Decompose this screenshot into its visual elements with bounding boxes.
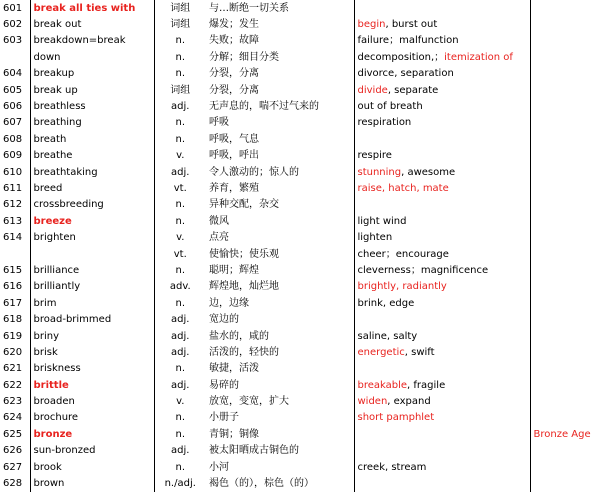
part-of-speech: adj. [171,330,190,342]
english-synonyms [354,328,530,344]
english-synonyms [354,377,530,393]
row-number: 604 [0,66,30,82]
chinese-definition: 盐水的，咸的 [206,328,354,344]
chinese-definition: 小河 [206,459,354,475]
table-row [0,164,600,180]
synonym-text: decomposition,； [357,51,445,63]
row-number: 612 [0,197,30,213]
chinese-definition: 微风 [206,213,354,229]
part-of-speech: vt. [173,248,187,260]
english-synonyms [354,180,530,196]
synonym-rest: , burst out [385,19,438,31]
table-row [0,66,600,82]
synonym-text: respiration [357,117,412,129]
table-row [0,410,600,426]
related-phrase [530,377,600,393]
chinese-definition: 养育，繁殖 [206,180,354,196]
chinese-definition: 青铜；铜像 [206,426,354,442]
synonym-highlight: widen [357,396,388,408]
headword: briskness [30,361,154,377]
related-phrase [530,361,600,377]
related-phrase [530,279,600,295]
related-phrase [530,197,600,213]
synonym-text: failure；malfunction [357,35,459,47]
chinese-definition: 宽边的 [206,311,354,327]
part-of-speech: adj. [171,166,190,178]
table-row [0,295,600,311]
chinese-definition: 与…断绝一切关系 [206,0,354,16]
table-row [0,148,600,164]
headword: briny [30,328,154,344]
headword: breathless [30,98,154,114]
synonym-highlight: raise, hatch, mate [357,182,449,194]
table-row [0,246,600,262]
part-of-speech: n. [175,428,186,440]
related-phrase [530,180,600,196]
headword: broaden [30,393,154,409]
headword: brittle [30,377,154,393]
related-phrase [530,164,600,180]
headword: break all ties with [30,0,154,16]
synonym-text: out of breath [357,101,423,113]
part-of-speech: n. [175,117,186,129]
english-synonyms [354,344,530,360]
row-number: 609 [0,148,30,164]
chinese-definition: 异种交配，杂交 [206,197,354,213]
headword: brisk [30,344,154,360]
part-of-speech: adj. [171,314,190,326]
headword: crossbreeding [30,197,154,213]
row-number: 623 [0,393,30,409]
table-row [0,197,600,213]
part-of-speech: n. [175,199,186,211]
row-number: 626 [0,443,30,459]
english-synonyms [354,311,530,327]
part-of-speech: n. [175,461,186,473]
table-row [0,213,600,229]
english-synonyms [354,393,530,409]
table-row [0,443,600,459]
synonym-text: lighten [357,232,393,244]
english-synonyms [354,98,530,114]
part-of-speech: n./adj. [164,478,196,490]
synonym-text: respire [357,150,392,162]
table-row [0,344,600,360]
chinese-definition: 褐色（的），棕色（的） [206,475,354,491]
english-synonyms [354,82,530,98]
synonym-highlight: itemization of [444,51,513,63]
row-number: 613 [0,213,30,229]
related-phrase [530,328,600,344]
related-phrase [530,459,600,475]
row-number: 619 [0,328,30,344]
english-synonyms [354,164,530,180]
headword: brown [30,475,154,491]
chinese-definition: 失败；故障 [206,33,354,49]
related-phrase [530,475,600,491]
english-synonyms [354,361,530,377]
related-phrase [530,148,600,164]
part-of-speech: v. [176,396,185,408]
chinese-definition: 分解；细目分类 [206,49,354,65]
headword: bronze [30,426,154,442]
part-of-speech: adj. [171,445,190,457]
related-phrase: Bronze Age [533,428,591,440]
synonym-highlight: energetic [357,346,405,358]
english-synonyms [354,410,530,426]
row-number: 628 [0,475,30,491]
table-row [0,33,600,49]
related-phrase [530,262,600,278]
headword: breed [30,180,154,196]
table-row [0,426,600,442]
synonym-text: saline, salty [357,330,418,342]
part-of-speech: adj. [171,101,190,113]
synonym-highlight: brightly, radiantly [357,281,447,293]
related-phrase [530,33,600,49]
headword: breath [30,131,154,147]
related-phrase [530,98,600,114]
chinese-definition: 易碎的 [206,377,354,393]
part-of-speech: n. [175,297,186,309]
part-of-speech: n. [175,133,186,145]
synonym-text: cheer；encourage [357,248,449,260]
chinese-definition: 令人激动的；惊人的 [206,164,354,180]
chinese-definition: 使愉快；使乐观 [206,246,354,262]
table-row [0,262,600,278]
table-row [0,393,600,409]
table-row [0,180,600,196]
english-synonyms [354,475,530,491]
row-number: 602 [0,16,30,32]
english-synonyms [354,131,530,147]
table-row [0,311,600,327]
headword: brilliance [30,262,154,278]
table-row [0,16,600,32]
part-of-speech: n. [175,51,186,63]
part-of-speech: vt. [173,182,187,194]
table-row [0,98,600,114]
english-synonyms [354,459,530,475]
part-of-speech: adj. [171,379,190,391]
table-row [0,0,600,16]
headword: brighten [30,229,154,245]
english-synonyms [354,115,530,131]
english-synonyms [354,49,530,65]
headword: sun-bronzed [30,443,154,459]
row-number: 607 [0,115,30,131]
table-row [0,115,600,131]
chinese-definition: 分裂，分离 [206,82,354,98]
english-synonyms [354,426,530,442]
headword: breathing [30,115,154,131]
english-synonyms [354,66,530,82]
headword: broad-brimmed [30,311,154,327]
english-synonyms [354,443,530,459]
part-of-speech: n. [175,68,186,80]
headword: breathe [30,148,154,164]
related-phrase [530,131,600,147]
table-row [0,475,600,491]
synonym-highlight: divide [357,84,388,96]
headword: brook [30,459,154,475]
related-phrase [530,213,600,229]
headword: breakdown=break [30,33,154,49]
part-of-speech: 词组 [170,19,191,31]
chinese-definition: 呼吸 [206,115,354,131]
chinese-definition: 边，边缘 [206,295,354,311]
english-synonyms [354,148,530,164]
english-synonyms [354,33,530,49]
chinese-definition: 呼吸，气息 [206,131,354,147]
row-number: 606 [0,98,30,114]
table-row [0,459,600,475]
row-number: 625 [0,426,30,442]
row-number: 610 [0,164,30,180]
table-row [0,49,600,65]
related-phrase [530,66,600,82]
synonym-text: cleverness；magnificence [357,264,489,276]
chinese-definition: 被太阳晒成古铜色的 [206,443,354,459]
row-number: 620 [0,344,30,360]
synonym-text: light wind [357,215,407,227]
chinese-definition: 敏捷，活泼 [206,361,354,377]
headword: down [30,49,154,65]
chinese-definition: 辉煌地，灿烂地 [206,279,354,295]
english-synonyms [354,262,530,278]
english-synonyms [354,246,530,262]
row-number: 618 [0,311,30,327]
synonym-rest: , swift [404,346,435,358]
table-row [0,229,600,245]
row-number: 615 [0,262,30,278]
related-phrase [530,410,600,426]
row-number: 621 [0,361,30,377]
row-number: 622 [0,377,30,393]
headword: breeze [30,213,154,229]
headword: brilliantly [30,279,154,295]
english-synonyms [354,279,530,295]
table-row [0,377,600,393]
synonym-text: creek, stream [357,461,427,473]
headword: break up [30,82,154,98]
chinese-definition: 无声息的，喘不过气来的 [206,98,354,114]
part-of-speech: n. [175,412,186,424]
row-number: 616 [0,279,30,295]
headword [30,246,154,262]
headword: brim [30,295,154,311]
part-of-speech: v. [176,232,185,244]
row-number: 627 [0,459,30,475]
row-number: 617 [0,295,30,311]
table-row [0,82,600,98]
synonym-text: divorce, separation [357,68,454,80]
part-of-speech: n. [175,35,186,47]
related-phrase [530,16,600,32]
row-number: 611 [0,180,30,196]
chinese-definition: 小册子 [206,410,354,426]
row-number: 603 [0,33,30,49]
chinese-definition: 呼吸，呼出 [206,148,354,164]
row-number [0,246,30,262]
part-of-speech: v. [176,150,185,162]
row-number: 601 [0,0,30,16]
row-number [0,49,30,65]
related-phrase [530,229,600,245]
related-phrase [530,393,600,409]
chinese-definition: 爆发；发生 [206,16,354,32]
related-phrase [530,311,600,327]
part-of-speech: adj. [171,346,190,358]
table-row [0,279,600,295]
table-row [0,361,600,377]
chinese-definition: 点亮 [206,229,354,245]
synonym-rest: , separate [387,84,439,96]
english-synonyms [354,229,530,245]
headword: break out [30,16,154,32]
english-synonyms [354,197,530,213]
english-synonyms [354,0,530,16]
synonym-highlight: short pamphlet [357,412,435,424]
related-phrase [530,115,600,131]
row-number: 624 [0,410,30,426]
part-of-speech: n. [175,363,186,375]
row-number: 605 [0,82,30,98]
headword: breathtaking [30,164,154,180]
related-phrase [530,49,600,65]
row-number: 608 [0,131,30,147]
part-of-speech: adv. [169,281,191,293]
headword: brochure [30,410,154,426]
part-of-speech: n. [175,264,186,276]
english-synonyms [354,213,530,229]
synonym-highlight: stunning [357,166,402,178]
synonym-rest: , expand [387,396,431,408]
synonym-rest: , fragile [407,379,446,391]
related-phrase [530,82,600,98]
part-of-speech: n. [175,215,186,227]
synonym-highlight: begin [357,19,386,31]
chinese-definition: 活泼的，轻快的 [206,344,354,360]
related-phrase [530,0,600,16]
synonym-text: brink, edge [357,297,415,309]
chinese-definition: 放宽，变宽，扩大 [206,393,354,409]
english-synonyms [354,16,530,32]
synonym-rest: , awesome [401,166,456,178]
related-phrase [530,443,600,459]
row-number: 614 [0,229,30,245]
table-row [0,131,600,147]
chinese-definition: 聪明；辉煌 [206,262,354,278]
table-row [0,328,600,344]
synonym-highlight: breakable [357,379,408,391]
related-phrase [530,344,600,360]
english-synonyms [354,295,530,311]
chinese-definition: 分裂，分离 [206,66,354,82]
related-phrase [530,246,600,262]
part-of-speech: 词组 [170,2,191,14]
part-of-speech: 词组 [170,84,191,96]
related-phrase [530,295,600,311]
headword: breakup [30,66,154,82]
